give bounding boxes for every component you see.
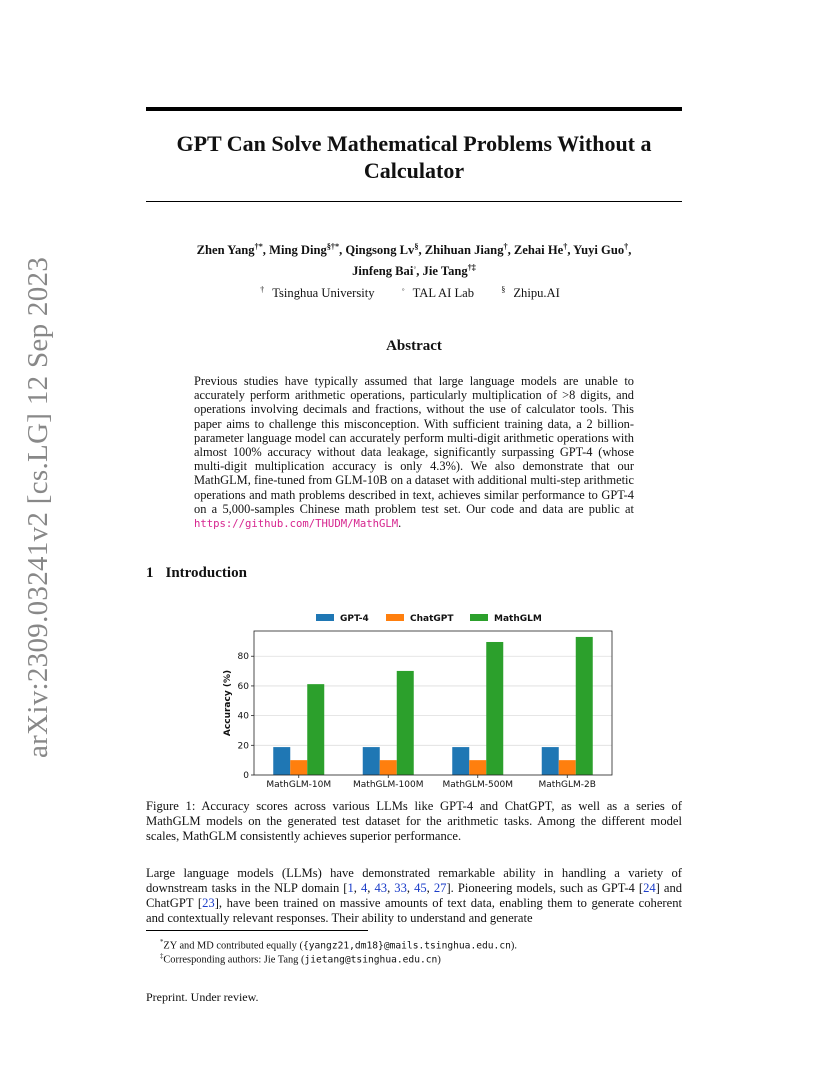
paper-title: [146, 130, 682, 184]
legend-swatch: [386, 614, 404, 621]
figure-caption: Figure 1: Accuracy scores across various LLMs like GPT-4 and ChatGPT, as well as a series of MathGLM models on the generated test dataset for the arithmetic tasks. Among the different model scales, MathGLM consistently achieves superior performance.: [146, 799, 682, 843]
citation-link[interactable]: 27: [433, 881, 447, 895]
y-tick-label: 40: [237, 711, 249, 722]
citation-link[interactable]: 1: [347, 881, 354, 895]
author: Zehai He†,: [513, 242, 574, 258]
author: Zhen Yang†*,: [196, 242, 270, 258]
citation-link[interactable]: 45: [414, 881, 427, 895]
author-line-2: [146, 259, 682, 280]
affiliation: ◦ TAL AI Lab: [401, 285, 475, 301]
bar-gpt-4: [452, 747, 469, 775]
bar-mathglm: [576, 637, 593, 775]
author-line-1: [146, 238, 682, 259]
y-tick-label: 60: [237, 681, 249, 692]
section-title: Introduction: [165, 565, 247, 581]
abstract-body: Previous studies have typically assumed that large language models are unable to accurately perform arithmetic operations, particularly multiplication of >8 digits, and operations involving decimals and fractions, without the use of calculator tools. This paper aims to challenge this misconception. With sufficient training data, a 2 billion-parameter language model can accurately perform multi-digit arithmetic operations with almost 100% accuracy without data leakage, significantly surpassing GPT-4 (whose multi-digit multiplication accuracy is only 4.3%). We also demonstrate that our MathGLM, fine-tuned from GLM-10B on a dataset with additional multi-step arithmetic operations and math problems described in text, achieves similar performance to GPT-4 on a 5,000-samples Chinese math problem test set. Our code and data are public at https://github.com/THUDM/MathGLM.: [194, 374, 634, 531]
affiliations: [146, 285, 682, 301]
affiliation: § Zhipu.AI: [501, 285, 560, 301]
author: Jie Tang†‡: [422, 263, 476, 279]
y-tick-label: 80: [237, 652, 249, 663]
footnote-rule: [146, 930, 368, 931]
abstract-text: Previous studies have typically assumed that large language models are unable to accurately perform arithmetic operations, particularly multiplication of >8 digits, and operations involving decimals and fractions, without the use of calculator tools. This paper aims to challenge this misconception. With sufficient training data, a 2 billion-parameter language model can accurately perform multi-digit arithmetic operations with almost 100% accuracy without data leakage, significantly surpassing GPT-4 (whose multi-digit multiplication accuracy is only 4.3%). We also demonstrate that our MathGLM, fine-tuned from GLM-10B on a dataset with additional multi-step arithmetic operations and math problems described in text, achieves similar performance to GPT-4 on a 5,000-samples Chinese math problem test set. Our code and data are public at: [194, 374, 634, 516]
citation-link[interactable]: 43: [374, 881, 388, 895]
footnote-2: ‡Corresponding authors: Jie Tang (jietang@tsinghua.edu.cn): [160, 953, 441, 966]
section-heading: [146, 565, 247, 582]
bar-gpt-4: [273, 747, 290, 775]
bar-gpt-4: [542, 747, 559, 775]
citation-link[interactable]: 4: [360, 881, 368, 895]
intro-paragraph: Large language models (LLMs) have demonstrated remarkable ability in handling a variety of downstream tasks in the NLP domain [1, 4, 43, 33, 45, 27]. Pioneering models, such as GPT-4 [24] and ChatGPT [23], have been trained on massive amounts of text data, enabling them to generate coherent and contextually relevant responses. Their ability to understand and generate: [146, 866, 683, 925]
bar-chatgpt: [559, 760, 576, 775]
y-tick-label: 20: [237, 741, 249, 752]
chart-y-ticks: [238, 652, 254, 781]
legend-label: GPT-4: [340, 614, 369, 624]
bar-gpt-4: [363, 747, 380, 775]
author: Zhihuan Jiang†,: [424, 242, 514, 258]
top-rule: [146, 107, 682, 111]
preprint-note: Preprint. Under review.: [146, 990, 259, 1004]
chart-bars: [273, 637, 593, 775]
title-line-2: Calculator: [363, 158, 465, 183]
bar-chatgpt: [290, 760, 307, 775]
author: Yuyi Guo†,: [573, 242, 632, 258]
legend-label: MathGLM: [494, 614, 542, 624]
y-tick-label: 0: [243, 771, 249, 781]
author: Qingsong Lv§,: [345, 242, 425, 258]
chart-x-ticks: [266, 775, 596, 790]
legend-swatch: [470, 614, 488, 621]
bar-mathglm: [397, 671, 414, 775]
author: Ming Ding§†*,: [269, 242, 346, 258]
legend-swatch: [316, 614, 334, 621]
abstract-heading: Abstract: [386, 338, 442, 354]
author-list: [146, 238, 682, 280]
y-axis-label: Accuracy (%): [223, 669, 233, 737]
bar-chatgpt: [380, 760, 397, 775]
x-tick-label: MathGLM-100M: [353, 780, 424, 790]
bar-chatgpt: [469, 760, 486, 775]
legend-label: ChatGPT: [410, 614, 454, 624]
arxiv-side-label: arXiv:2309.03241v2 [cs.LG] 12 Sep 2023: [22, 256, 54, 758]
title-line-1: GPT Can Solve Mathematical Problems Without a: [176, 131, 652, 156]
section-number: 1: [146, 565, 154, 581]
code-link[interactable]: https://github.com/THUDM/MathGLM: [194, 518, 399, 531]
affiliation: † Tsinghua University: [260, 285, 375, 301]
accuracy-bar-chart: [220, 603, 620, 793]
citation-link[interactable]: 33: [394, 881, 407, 895]
citation-link[interactable]: 23: [202, 896, 215, 910]
citation-link[interactable]: 24: [643, 881, 656, 895]
author: Jinfeng Bai◦,: [352, 263, 423, 279]
bar-mathglm: [307, 684, 324, 775]
footnote-1: *ZY and MD contributed equally ({yangz21,dm18}@mails.tsinghua.edu.cn).: [160, 939, 517, 952]
title-bottom-rule: [146, 201, 682, 202]
chart-legend: [316, 614, 542, 624]
bar-mathglm: [486, 642, 503, 775]
x-tick-label: MathGLM-10M: [266, 780, 332, 790]
x-tick-label: MathGLM-500M: [442, 780, 513, 790]
x-tick-label: MathGLM-2B: [538, 780, 596, 790]
